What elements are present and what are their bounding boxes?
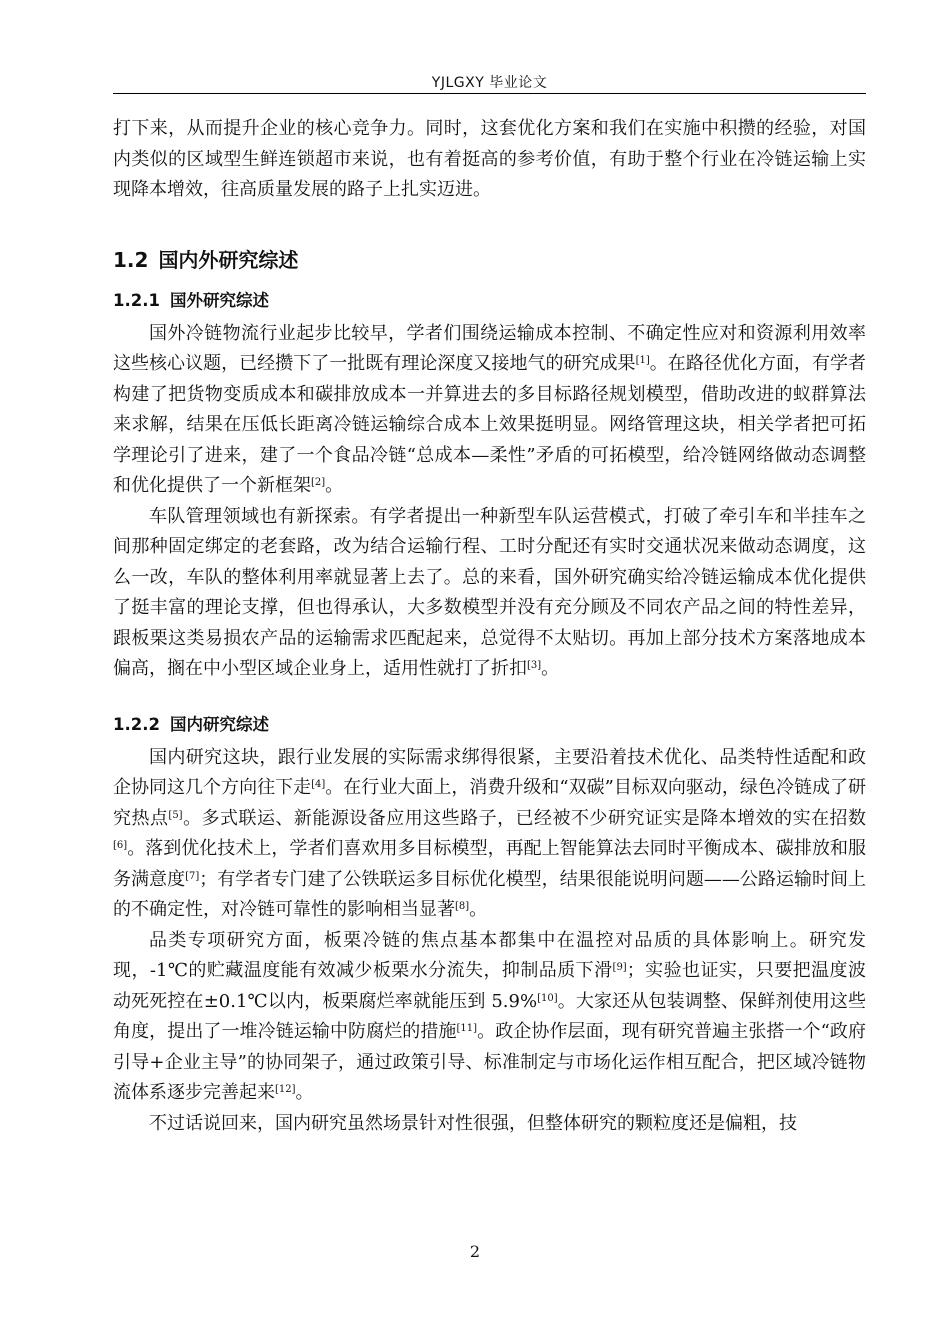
- section-title: 国内外研究综述: [158, 247, 299, 272]
- citation-ref: [5]: [168, 809, 183, 821]
- citation-ref: [7]: [185, 870, 200, 882]
- text-run: 国内研究这块，跟行业发展的实际需求绑得很紧，主要沿着技术优化、品类特性适配和政企协同这几个方向往下走: [113, 746, 866, 798]
- domestic-review-paragraph-2: [113, 926, 866, 1109]
- section-number: 1.2: [113, 247, 149, 272]
- domestic-review-paragraph-3: 不过话说回来，国内研究虽然场景针对性很强，但整体研究的颗粒度还是偏粗，技: [149, 1112, 797, 1134]
- text-run: 。落到优化技术上，学者们喜欢用多目标模型，再配上智能算法去同时平衡成本、碳排放和服务满意度: [113, 838, 866, 890]
- text-run: 。: [325, 475, 344, 496]
- citation-ref: [2]: [311, 477, 326, 488]
- domestic-review-paragraph-1: [113, 743, 866, 926]
- text-run: 。: [469, 899, 488, 920]
- text-run: ；实验也证实，只要把温度波动死死控在±0.1℃以内，板栗腐烂率就能压到 5.9%: [113, 960, 866, 1012]
- citation-ref: [1]: [635, 355, 650, 366]
- subsection-heading-1-2-1: [113, 287, 866, 311]
- subsection-number: 1.2.1: [113, 290, 160, 310]
- foreign-review-paragraph-1: [113, 319, 866, 502]
- text-run: 国外冷链物流行业起步比较早，学者们围绕运输成本控制、不确定性应对和资源利用效率这些核心议题，已经攒下了一批既有理论深度又接地气的研究成果: [113, 322, 866, 374]
- text-run: 。在行业大面上，消费升级和“双碳”目标双向驱动，绿色冷链成了研究热点: [113, 777, 866, 829]
- foreign-review-paragraph-2: [113, 502, 866, 685]
- section-heading-1-2: [113, 244, 866, 273]
- text-run: 。多式联运、新能源设备应用这些路子，已经被不少研究证实是降本增效的实在招数: [182, 807, 867, 829]
- text-run: 。在路径优化方面，有学者构建了把货物变质成本和碳排放成本一并算进去的多目标路径规划模型，借助改进的蚁群算法来求解，结果在压低长距离冷链运输综合成本上效果挺明显。网络管理这块，相关学者把可拓学理论引了进来，建了一个食品冷链“总成本—柔性”矛盾的可拓模型，给冷链网络做动态调整和优化提供了一个新框架: [113, 353, 867, 496]
- subsection-number: 1.2.2: [113, 714, 160, 734]
- text-run: 车队管理领域也有新探索。有学者提出一种新型车队运营模式，打破了牵引车和半挂车之间那种固定绑定的老套路，改为结合运输行程、工时分配还有实时交通状况来做动态调度，这么一改，车队的整体利用率就显著上去了。总的来看，国外研究确实给冷链运输成本优化提供了挺丰富的理论支撑，但也得承认，大多数模型并没有充分顾及不同农产品之间的特性差异，跟板栗这类易损农产品的运输需求匹配起来，总觉得不太贴切。再加上部分技术方案落地成本偏高，搁在中小型区域企业身上，适用性就打了折扣: [113, 505, 866, 679]
- citation-ref: [9]: [612, 962, 627, 973]
- citation-ref: [8]: [455, 901, 470, 912]
- text-run: 品类专项研究方面，板栗冷链的焦点基本都集中在温控对品质的具体影响上。研究发现，-1℃的贮藏温度能有效减少板栗水分流失，抑制品质下滑: [113, 929, 866, 981]
- text-run: 。大家还从包装调整、保鲜剂使用这些角度，提出了一堆冷链运输中防腐烂的措施: [113, 990, 866, 1042]
- text-run: 。: [295, 1082, 314, 1103]
- text-run: ；有学者专门建了公铁联运多目标优化模型，结果很能说明问题——公路运输时间上的不确定性，对冷链可靠性的影响相当显著: [113, 868, 867, 920]
- citation-ref: [10]: [537, 992, 558, 1004]
- subsection-title: 国内研究综述: [169, 714, 269, 734]
- subsection-title: 国外研究综述: [169, 290, 269, 310]
- citation-ref: [6]: [113, 840, 128, 851]
- page-number: 2: [469, 1242, 481, 1261]
- citation-ref: [3]: [527, 660, 542, 671]
- body-text: [113, 114, 866, 1139]
- text-run: 。: [541, 658, 560, 679]
- text-run: 。政企协作层面，现有研究普遍主张搭一个“政府引导+企业主导”的协同架子，通过政策引导、标准制定与市场化运作相互配合，把区域冷链物流体系逐步完善起来: [113, 1021, 866, 1103]
- continuation-paragraph: 打下来，从而提升企业的核心竞争力。同时，这套优化方案和我们在实施中积攒的经验，对国内类似的区域型生鲜连锁超市来说，也有着挺高的参考价值，有助于整个行业在冷链运输上实现降本增效，往高质量发展的路子上扎实迈进。: [113, 118, 866, 200]
- citation-ref: [12]: [275, 1084, 296, 1095]
- citation-ref: [4]: [311, 779, 326, 790]
- citation-ref: [11]: [456, 1023, 478, 1034]
- subsection-heading-1-2-2: [113, 711, 866, 735]
- running-header: YJLGXY 毕业论文: [431, 75, 548, 91]
- header-rule: [113, 93, 866, 94]
